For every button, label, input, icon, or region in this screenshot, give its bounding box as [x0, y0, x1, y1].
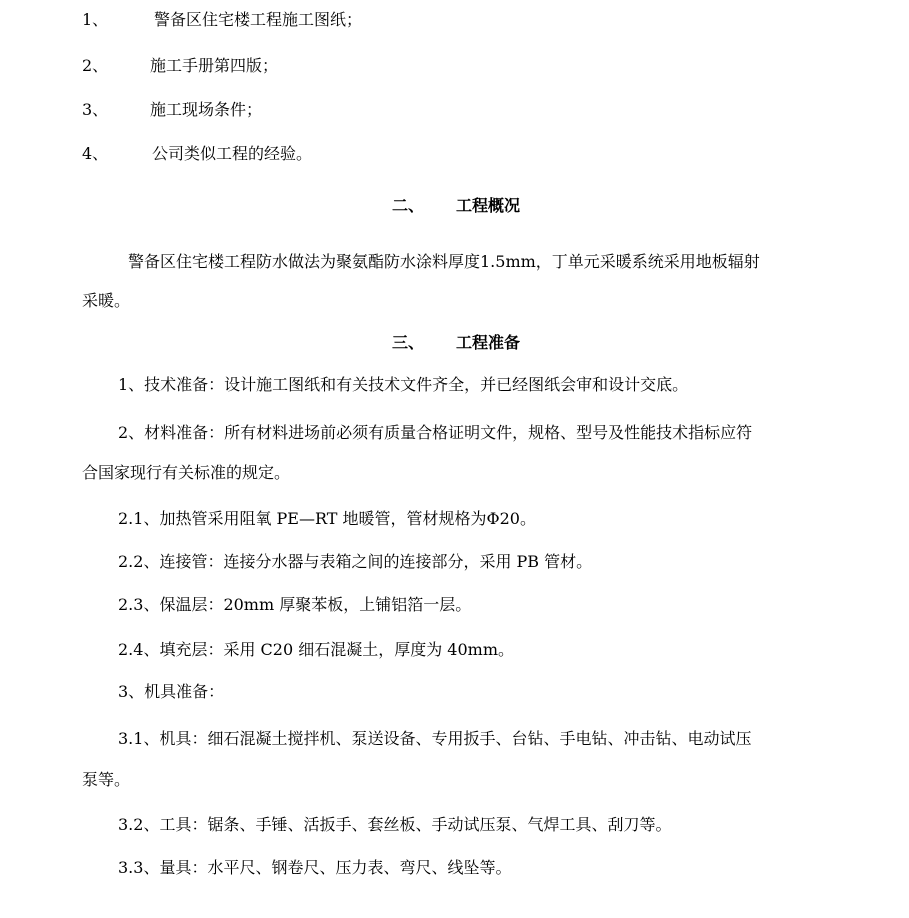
material-item-2-3: 2.3、保温层：20mm 厚聚苯板，上铺铝箔一层。	[118, 595, 472, 614]
equipment-preparation: 3、机具准备：	[118, 682, 225, 701]
material-item-2-2: 2.2、连接管：连接分水器与表箱之间的连接部分，采用 PB 管材。	[118, 552, 593, 571]
section-number: 三、	[392, 333, 425, 352]
section-heading-preparation	[392, 332, 520, 354]
basis-item-4	[82, 143, 312, 165]
material-item-2-1: 2.1、加热管采用阻氧 PE—RT 地暖管，管材规格为Φ20。	[118, 509, 536, 528]
basis-item-number: 3、	[82, 100, 109, 119]
technical-preparation: 1、技术准备：设计施工图纸和有关技术文件齐全，并已经图纸会审和设计交底。	[118, 375, 689, 394]
section-number: 二、	[392, 196, 425, 215]
overview-paragraph-line-2: 采暖。	[82, 291, 131, 310]
basis-item-text: 施工手册第四版；	[150, 56, 279, 75]
section-heading-overview	[392, 195, 520, 217]
basis-item-number: 1、	[82, 10, 109, 29]
section-title: 工程准备	[456, 333, 521, 352]
material-item-2-4: 2.4、填充层：采用 C20 细石混凝土，厚度为 40mm。	[118, 640, 515, 659]
basis-item-text: 公司类似工程的经验。	[152, 144, 313, 163]
basis-item-1	[82, 9, 362, 31]
overview-paragraph-line-1: 警备区住宅楼工程防水做法为聚氨酯防水涂料厚度1.5mm，丁单元采暖系统采用地板辐射	[128, 252, 760, 271]
basis-item-number: 4、	[82, 144, 109, 163]
basis-item-text: 施工现场条件；	[150, 100, 263, 119]
equipment-item-3-3: 3.3、量具：水平尺、钢卷尺、压力表、弯尺、线坠等。	[118, 858, 512, 877]
material-preparation-line-2: 合国家现行有关标准的规定。	[82, 463, 291, 482]
basis-item-number: 2、	[82, 56, 109, 75]
basis-item-2	[82, 55, 278, 77]
basis-item-3	[82, 99, 262, 121]
section-title: 工程概况	[456, 196, 521, 215]
equipment-item-3-2: 3.2、工具：锯条、手锤、活扳手、套丝板、手动试压泵、气焊工具、刮刀等。	[118, 815, 672, 834]
basis-item-text: 警备区住宅楼工程施工图纸；	[154, 10, 363, 29]
material-preparation-line-1: 2、材料准备：所有材料进场前必须有质量合格证明文件，规格、型号及性能技术指标应符	[118, 423, 753, 442]
equipment-item-3-1-line-1: 3.1、机具：细石混凝土搅拌机、泵送设备、专用扳手、台钻、手电钻、冲击钻、电动试压	[118, 729, 752, 748]
equipment-item-3-1-line-2: 泵等。	[82, 770, 131, 789]
